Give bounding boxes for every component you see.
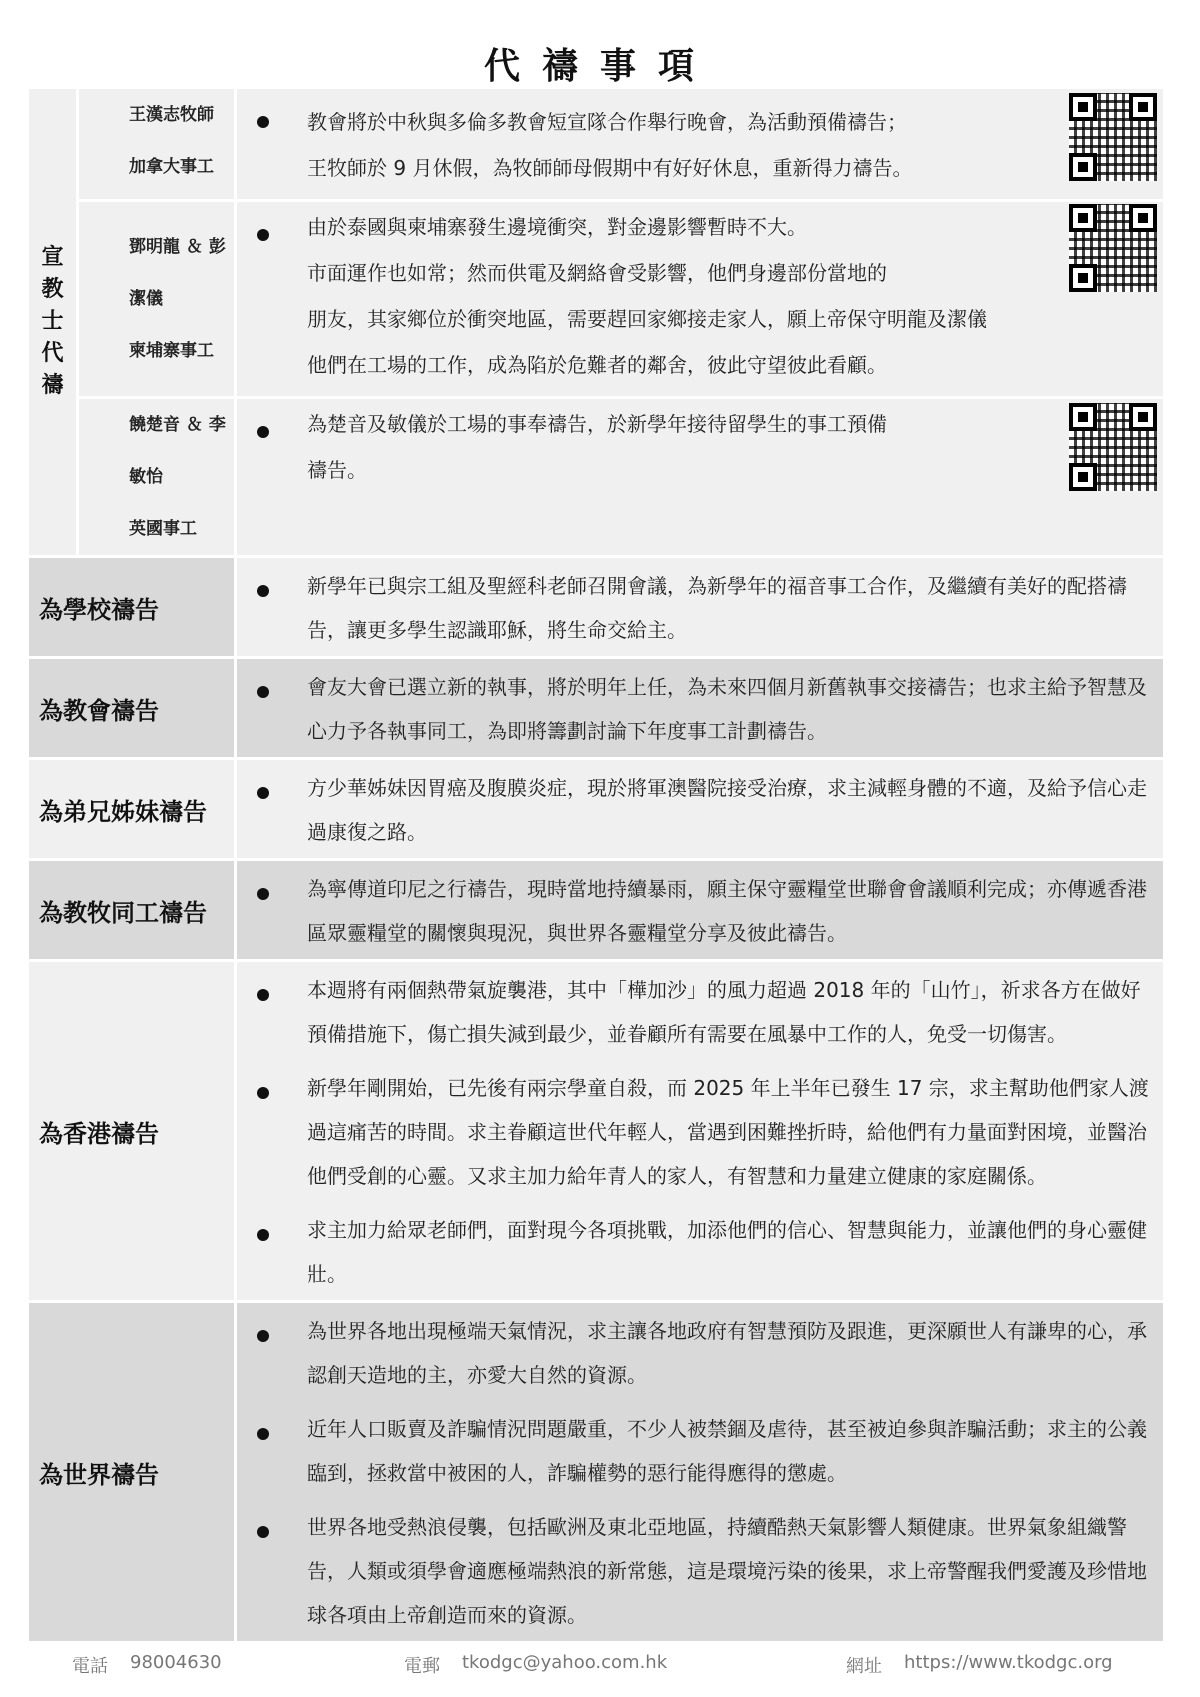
section-content (236, 557, 1165, 658)
section-content (236, 1302, 1165, 1643)
footer-web-label: 網址 (846, 1656, 882, 1677)
missionary-row-3 (28, 398, 1165, 557)
qr-code-icon (1069, 93, 1157, 181)
section-hong-kong (28, 961, 1165, 1302)
section-content (236, 759, 1165, 860)
footer-email-link[interactable]: tkodgc@yahoo.com.hk (462, 1652, 668, 1673)
qr-code-icon (1069, 204, 1157, 292)
prayer-item: 方少華姊妹因胃癌及腹膜炎症，現於將軍澳醫院接受治療，求主減輕身體的不適，及給予信心走過康復之路。 (237, 760, 1163, 858)
section-content (236, 658, 1165, 759)
prayer-item: 本週將有兩個熱帶氣旋襲港，其中「樺加沙」的風力超過 2018 年的「山竹」，祈求各方在做好預備措施下，傷亡損失減到最少，並眷顧所有需要在風暴中工作的人，免受一切傷害。 (237, 962, 1163, 1060)
missionary-name-cell (78, 88, 236, 201)
section-school (28, 557, 1165, 658)
footer-phone[interactable]: 98004630 (130, 1652, 222, 1673)
prayer-item: 由於泰國與柬埔寨發生邊境衝突，對金邊影響暫時不大。 市面運作也如常；然而供電及網絡會受影響，他們身邊部份當地的 朋友，其家鄉位於衝突地區，需要趕回家鄉接走家人，願上帝保守明龍及潔儀 他們在工場的工作，成為陷於危難者的鄰舍，彼此守望彼此看顧。 (237, 202, 1163, 396)
missionary-location: 加拿大事工 (129, 157, 214, 177)
missionary-name: 王漢志牧師 (129, 105, 214, 125)
prayer-table (26, 86, 1166, 1644)
prayer-item: 為世界各地出現極端天氣情況，求主讓各地政府有智慧預防及跟進，更深願世人有謙卑的心，承認創天造地的主，亦愛大自然的資源。 (237, 1303, 1163, 1401)
missionary-name: 鄧明龍 ＆ 彭潔儀 (129, 237, 226, 309)
page-title: 代禱事項 (483, 46, 716, 87)
section-church (28, 658, 1165, 759)
footer-phone-label: 電話 (72, 1656, 108, 1677)
prayer-item: 新學年已與宗工組及聖經科老師召開會議，為新學年的福音事工合作，及繼續有美好的配搭禱告，讓更多學生認識耶穌，將生命交給主。 (237, 558, 1163, 656)
missionary-content (236, 88, 1165, 201)
prayer-item: 世界各地受熱浪侵襲，包括歐洲及東北亞地區，持續酷熱天氣影響人類健康。世界氣象組織警告，人類或須學會適應極端熱浪的新常態，這是環境污染的後果，求上帝警醒我們愛護及珍惜地球各項由上帝創造而來的資源。 (237, 1499, 1163, 1641)
section-content (236, 961, 1165, 1302)
footer-email-label: 電郵 (404, 1656, 440, 1677)
section-title: 為弟兄姊妹禱告 (28, 759, 236, 860)
missionary-name-cell (78, 398, 236, 557)
section-title: 為世界禱告 (28, 1302, 236, 1643)
section-members (28, 759, 1165, 860)
missionary-name: 饒楚音 ＆ 李敏怡 (129, 415, 226, 487)
section-title: 為學校禱告 (28, 557, 236, 658)
missionary-name-cell (78, 201, 236, 398)
missionary-category: 宣教士代禱 (28, 88, 78, 557)
prayer-item: 近年人口販賣及詐騙情況問題嚴重，不少人被禁錮及虐待，甚至被迫參與詐騙活動；求主的公義臨到，拯救當中被困的人，詐騙權勢的惡行能得應得的懲處。 (237, 1401, 1163, 1499)
prayer-item: 求主加力給眾老師們，面對現今各項挑戰，加添他們的信心、智慧與能力，並讓他們的身心靈健壯。 (237, 1202, 1163, 1300)
section-staff (28, 860, 1165, 961)
prayer-item: 會友大會已選立新的執事，將於明年上任，為未來四個月新舊執事交接禱告；也求主給予智慧及心力予各執事同工，為即將籌劃討論下年度事工計劃禱告。 (237, 659, 1163, 757)
missionary-content (236, 398, 1165, 557)
missionary-location: 英國事工 (129, 519, 197, 539)
section-content (236, 860, 1165, 961)
section-title: 為香港禱告 (28, 961, 236, 1302)
missionary-row-1 (28, 88, 1165, 201)
missionary-row-2 (28, 201, 1165, 398)
missionary-location: 柬埔寨事工 (129, 341, 214, 361)
footer-web-link[interactable]: https://www.tkodgc.org (904, 1652, 1113, 1673)
section-world (28, 1302, 1165, 1643)
section-title: 為教牧同工禱告 (28, 860, 236, 961)
prayer-item: 新學年剛開始，已先後有兩宗學童自殺，而 2025 年上半年已發生 17 宗，求主幫助他們家人渡過這痛苦的時間。求主眷顧這世代年輕人，當遇到困難挫折時，給他們有力量面對困境，並醫治他們受創的心靈。又求主加力給年青人的家人，有智慧和力量建立健康的家庭關係。 (237, 1060, 1163, 1202)
prayer-item: 為楚音及敏儀於工場的事奉禱告，於新學年接待留學生的事工預備 禱告。 (237, 399, 1163, 501)
prayer-item: 為寧傳道印尼之行禱告，現時當地持續暴雨，願主保守靈糧堂世聯會會議順利完成；亦傳遞香港區眾靈糧堂的關懷與現況，與世界各靈糧堂分享及彼此禱告。 (237, 861, 1163, 959)
missionary-content (236, 201, 1165, 398)
prayer-item: 教會將於中秋與多倫多教會短宣隊合作舉行晚會，為活動預備禱告； 王牧師於 9 月休假，為牧師師母假期中有好好休息，重新得力禱告。 (237, 89, 1163, 199)
section-title: 為教會禱告 (28, 658, 236, 759)
qr-code-icon (1069, 403, 1157, 491)
